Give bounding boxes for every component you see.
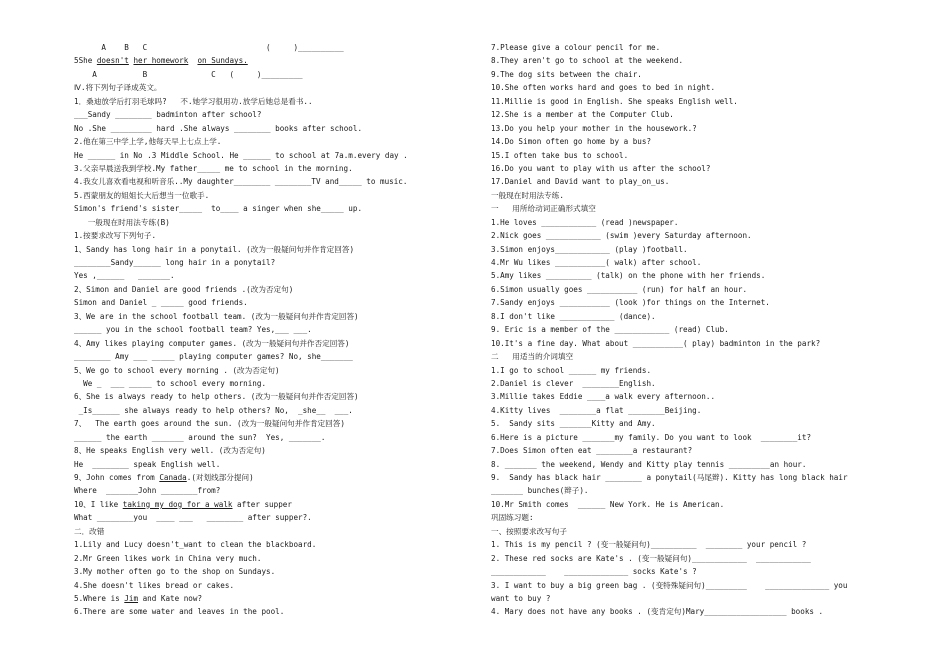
text-line [74, 592, 474, 605]
text-line: 16.Do you want to play with us after the school? [491, 163, 711, 173]
text-line: 3. I want to buy a big green bag . (变特殊疑问句)_________ ______________ you [491, 580, 848, 590]
line-text: .(对划线部分提问) [186, 473, 254, 482]
text-line [74, 471, 474, 484]
text-line: 17.Daniel and David want to play_on_us. [491, 177, 670, 187]
text-line: 1.I go to school ______ my friends. [491, 365, 652, 375]
text-line: ____________ ______________ socks Kate's ? [491, 567, 697, 577]
text-line: 3.Simon enjoys____________ (play )football. [491, 244, 688, 254]
text-line: He ________ speak English well. [74, 459, 221, 469]
underlined-text: her homework [133, 56, 189, 66]
text-line: 一般现在时用法专练(B) [74, 217, 170, 227]
text-line: A B C ( )_________ [74, 69, 303, 79]
text-line: _______ bunches(辫子). [491, 486, 589, 496]
text-line: 4.Kitty lives ________a flat ________Beijing. [491, 405, 702, 415]
text-line: 3.My mother often go to the shop on Sundays. [74, 567, 276, 577]
right-column [491, 41, 891, 619]
text-line: 8、He speaks English very well. (改为否定句) [74, 446, 266, 456]
text-line: No .She _________ hard .She always ________ books after school. [74, 123, 363, 133]
text-line: 4. Mary does not have any books . (变肯定句)Mary__________________ books . [491, 607, 824, 617]
text-line: 一 用所给动词正确形式填空 [491, 204, 596, 214]
text-line: 7、 The earth goes around the sun. (改为一般疑问句并作肯定回答) [74, 419, 345, 429]
text-line: 1、Sandy has long hair in a ponytail. (改为一般疑问句并作肯定回答) [74, 244, 355, 254]
text-line: 1.按要求改写下列句子. [74, 231, 157, 241]
text-line: Where _______John ________from? [74, 486, 221, 496]
text-line: 2.Nick goes ____________ (swim )every Saturday afternoon. [491, 231, 752, 241]
text-line: 2.Mr Green likes work in China very much. [74, 553, 262, 563]
text-line: 1. This is my pencil ? (变一般疑问句)__________ ________ your pencil ? [491, 540, 807, 550]
text-line: 9. Sandy has black hair ________ a ponytail(马尾辫). Kitty has long black hair [491, 473, 848, 482]
left-column [74, 41, 474, 619]
text-line: 4.Mr Wu likes ___________( walk) after school. [491, 258, 702, 267]
text-line: 5、We go to school every morning . (改为否定句) [74, 365, 280, 375]
text-line: 6.There are some water and leaves in the pool. [74, 607, 285, 617]
text-line: 一、按照要求改写句子 [491, 526, 567, 536]
text-line [74, 498, 474, 511]
line-text: after supper [232, 499, 292, 509]
text-line: 2.他在第三中学上学,他每天早上七点上学. [74, 137, 222, 147]
text-line: ________ Amy ___ _____ playing computer games? No, she_______ [74, 352, 353, 362]
text-line: 9.The dog sits between the chair. [491, 69, 642, 79]
text-line: 7.Sandy enjoys ___________ (look )for things on the Internet. [491, 298, 770, 308]
text-line: 5.Amy likes __________ (talk) on the phone with her friends. [491, 271, 766, 281]
text-line: ___Sandy ________ badminton after school? [74, 110, 262, 120]
text-line: Simon and Daniel _ _____ good friends. [74, 298, 248, 308]
text-line: _Is______ she always ready to help others? No, _she__ ___. [74, 405, 353, 415]
text-line: 5.西蒙朋友的姐姐长大后想当一位歌手. [74, 190, 210, 200]
text-line: 5. Sandy sits _______Kitty and Amy. [491, 419, 656, 429]
text-line: 7.Please give a colour pencil for me. [491, 43, 661, 52]
line-text: 5.Where is [74, 593, 125, 603]
text-line: What ________you ____ ___ ________ after supper?. [74, 513, 312, 523]
text-line: ______ the earth _______ around the sun? Yes, _______. [74, 432, 326, 442]
line-text: 5She [74, 56, 97, 66]
text-line: 巩固练习题: [491, 513, 534, 523]
text-line: 3.Millie takes Eddie ____a walk every afternoon.. [491, 392, 716, 402]
underlined-text: Jim [124, 593, 139, 603]
text-line: ______ you in the school football team? Yes,___ ___. [74, 325, 312, 335]
text-line: 一般现在时用法专练. [491, 190, 564, 200]
line-text: 10、I like [74, 499, 123, 509]
line-text: and Kate now? [138, 593, 203, 603]
text-line: Ⅳ.将下列句子译成英文。 [74, 83, 162, 93]
underlined-text: taking my dog for a walk [122, 499, 233, 509]
underlined-text: doesn't [96, 56, 129, 66]
text-line: 3、We are in the school football team. (改为一般疑问句并作肯定回答) [74, 311, 359, 321]
text-line: 2. These red socks are Kate's . (变一般疑问句)____________ ____________ [491, 553, 811, 563]
line-text: 9、John comes from [74, 473, 160, 482]
text-line [74, 54, 474, 67]
text-line: 1.He loves ____________ (read )newspaper. [491, 217, 679, 227]
text-line: 1.Lily and Lucy doesn't_want to clean the blackboard. [74, 540, 317, 550]
text-line: 6.Simon usually goes ___________ (run) for half an hour. [491, 284, 748, 294]
text-line: 二 用适当的介词填空 [491, 352, 574, 362]
text-line: 8. _______ the weekend, Wendy and Kitty play tennis _________an hour. [491, 459, 807, 469]
text-line: 10.Mr Smith comes ______ New York. He is American. [491, 499, 725, 509]
text-line: 4、Amy likes playing computer games. (改为一般疑问句并作否定回答) [74, 338, 350, 348]
text-line: 14.Do Simon often go home by a bus? [491, 137, 652, 147]
text-line: Yes ,______ _______. [74, 271, 175, 281]
text-line: 二．改错 [74, 526, 105, 536]
text-line: We _ ___ _____ to school every morning. [74, 378, 267, 388]
text-line: 8.I don't like ____________ (dance). [491, 311, 656, 321]
text-line: Simon's friend's sister_____ to____ a singer when she_____ up. [74, 204, 363, 214]
text-line: 12.She is a member at the Computer Club. [491, 110, 674, 120]
text-line: 8.They aren't go to school at the weekend. [491, 56, 684, 66]
text-line: 10.She often works hard and goes to bed in night. [491, 83, 716, 93]
text-line: ________Sandy______ long hair in a ponytail? [74, 258, 276, 267]
text-line: 10.It's a fine day. What about ___________( play) badminton in the park? [491, 338, 821, 348]
text-line: 6.Here is a picture _______my family. Do you want to look ________it? [491, 432, 812, 442]
text-line: 6、She is always ready to help others. (改为一般疑问句并作否定回答) [74, 392, 359, 402]
underlined-text: on Sundays. [197, 56, 248, 66]
text-line: 2、Simon and Daniel are good friends .(改为否定句) [74, 284, 294, 294]
text-line: 4.She doesn't likes bread or cakes. [74, 580, 235, 590]
text-line: 9. Eric is a member of the ____________ (read) Club. [491, 325, 729, 335]
text-line: 4.我女儿喜欢看电视和听音乐..My daughter________ ________TV and_____ to music. [74, 177, 408, 187]
text-line: 2.Daniel is clever ________English. [491, 378, 656, 388]
text-line: 1．桑迪放学后打羽毛球吗? 不.她学习很用功.放学后她总是看书.. [74, 96, 313, 106]
text-line: 11.Millie is good in English. She speaks English well. [491, 96, 738, 106]
text-line: 15.I often take bus to school. [491, 150, 629, 160]
text-line: want to buy ? [491, 593, 551, 603]
text-line: A B C ( )__________ [74, 43, 344, 52]
text-line: He ______ in No .3 Middle School. He ______ to school at 7a.m.every day . [74, 150, 408, 160]
text-line: 13.Do you help your mother in the housework.? [491, 123, 697, 133]
text-line: 3.父亲早晨送我到学校.My father_____ me to school in the morning. [74, 163, 353, 173]
text-line: 7.Does Simon often eat ________a restaurant? [491, 446, 693, 456]
underlined-text: Canada [159, 473, 187, 482]
